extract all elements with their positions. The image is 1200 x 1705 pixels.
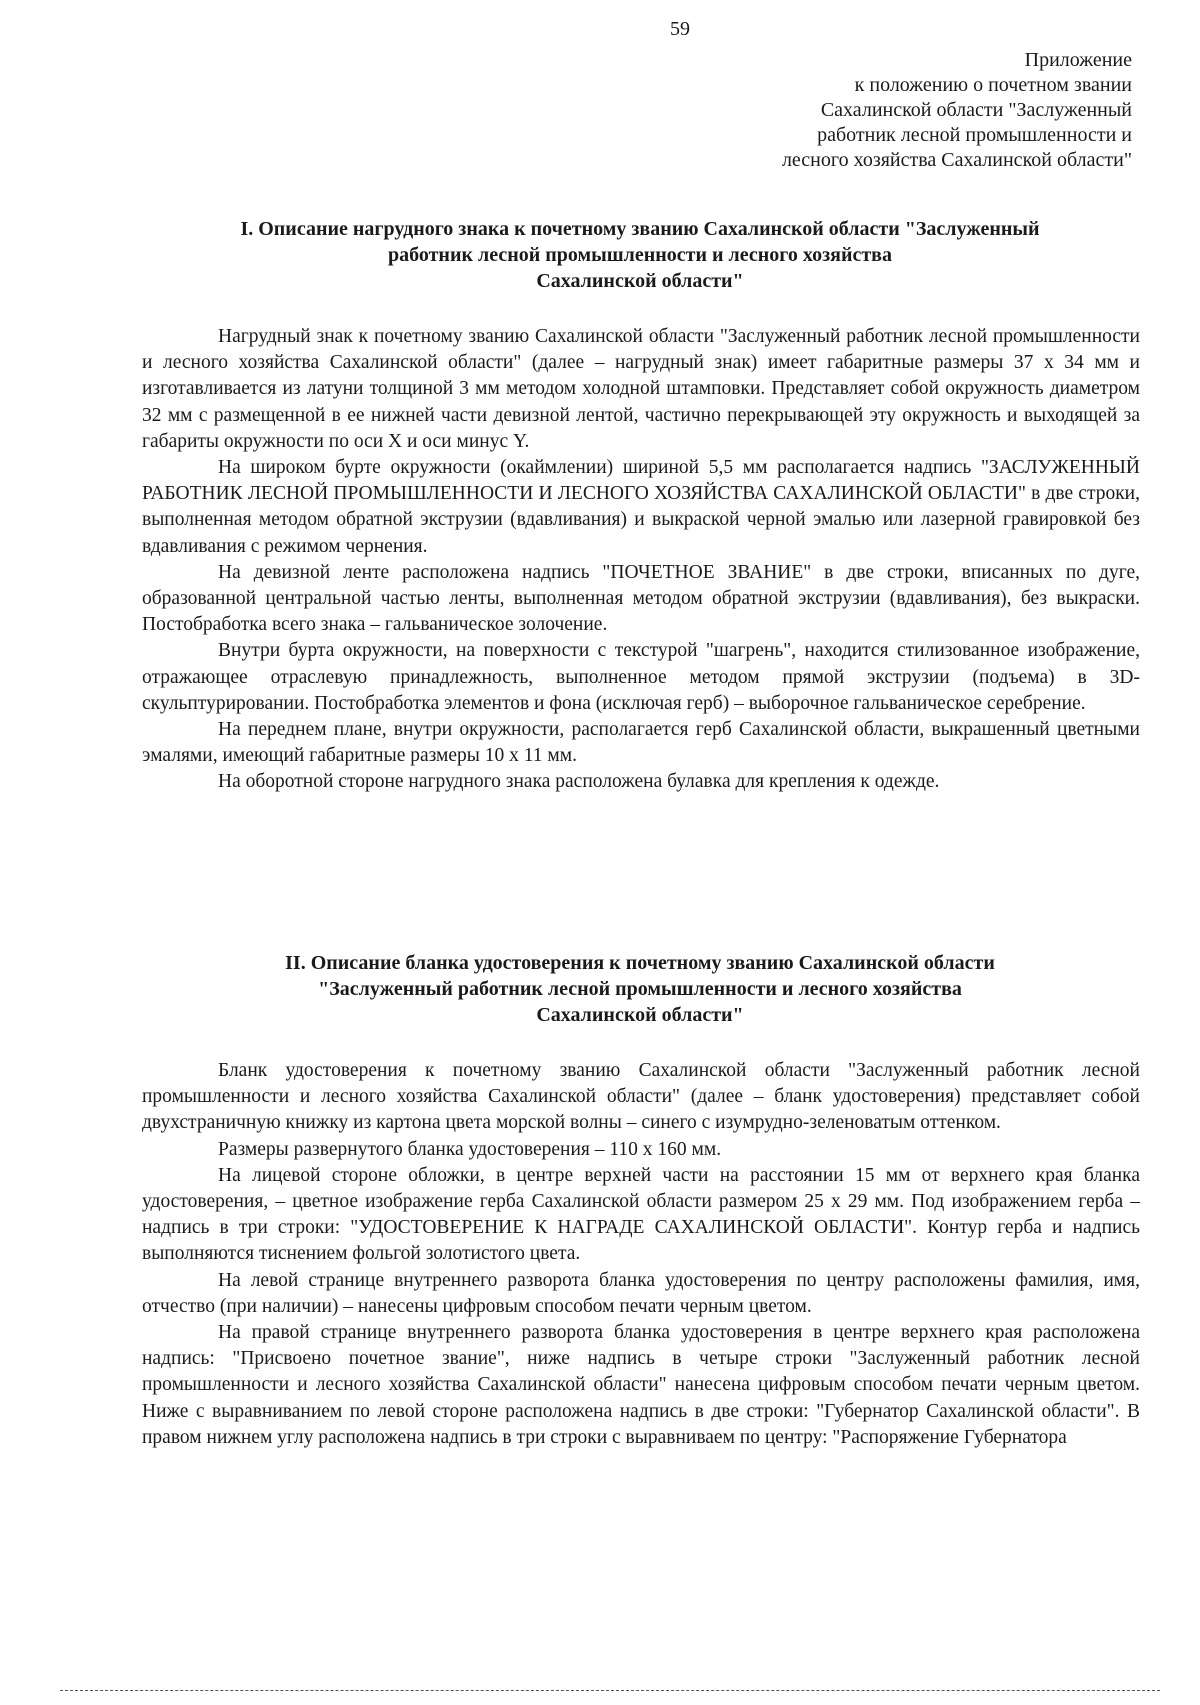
paragraph: На оборотной стороне нагрудного знака расположена булавка для крепления к одежде. bbox=[218, 771, 940, 793]
paragraph: На левой странице внутреннего разворота бланка удостоверения по центру расположены фамилия, имя, отчество (при наличии) – нанесены цифровым способом печати черным цветом. bbox=[142, 1269, 1140, 1317]
paragraph: На правой странице внутреннего разворота бланка удостоверения в центре верхнего края расположена надпись: "Присвоено почетное звание", ниже надпись в четыре строки "Заслуженный работник лесной промышленности и лесного хозяйства Сахалинской области" нанесена цифровым способом печати черным цветом. Ниже с выравниванием по левой стороне расположена надпись в две строки: "Губернатор Сахалинской области". В правом нижнем углу расположена надпись в три строки с выравниваем по центру: "Распоряжение Губернатора bbox=[142, 1322, 1140, 1448]
appendix-line: к положению о почетном звании bbox=[854, 74, 1132, 96]
heading-line: I. Описание нагрудного знака к почетному званию Сахалинской области "Заслуженный bbox=[240, 218, 1040, 240]
appendix-line: Сахалинской области "Заслуженный bbox=[820, 99, 1132, 121]
paragraph: На переднем плане, внутри окружности, располагается герб Сахалинской области, выкрашенный цветными эмалями, имеющий габаритные размеры 10 х 11 мм. bbox=[142, 719, 1140, 767]
paragraph: Нагрудный знак к почетному званию Сахалинской области "Заслуженный работник лесной промышленности и лесного хозяйства Сахалинской области" (далее – нагрудный знак) имеет габаритные размеры 37 х 34 мм и изготавливается из латуни толщиной 3 мм методом холодной штамповки. Представляет собой окружность диаметром 32 мм с размещенной в ее нижней части девизной лентой, частично перекрывающей эту окружность и выходящей за габариты окружности по оси X и оси минус Y. bbox=[142, 326, 1140, 452]
paragraph: Размеры развернутого бланка удостоверения – 110 х 160 мм. bbox=[218, 1138, 722, 1160]
appendix-line: лесного хозяйства Сахалинской области" bbox=[781, 149, 1132, 171]
heading-line: II. Описание бланка удостоверения к почетному званию Сахалинской области bbox=[285, 952, 995, 974]
appendix-line: Приложение bbox=[1024, 49, 1132, 71]
bottom-divider bbox=[60, 1690, 1160, 1691]
appendix-line: работник лесной промышленности и bbox=[817, 124, 1132, 146]
section-2-heading bbox=[140, 950, 1140, 1028]
section-2-body bbox=[142, 1058, 1140, 1451]
paragraph: На лицевой стороне обложки, в центре верхней части на расстоянии 15 мм от верхнего края бланка удостоверения, – цветное изображение герба Сахалинской области размером 25 х 29 мм. Под изображением герба – надпись в три строки: "УДОСТОВЕРЕНИЕ К НАГРАДЕ САХАЛИНСКОЙ ОБЛАСТИ". Контур герба и надпись выполняются тиснением фольгой золотистого цвета. bbox=[142, 1164, 1140, 1265]
paragraph: Внутри бурта окружности, на поверхности с текстурой "шагрень", находится стилизованное изображение, отражающее отраслевую принадлежность, выполненное методом прямой экструзии (подъема) в 3D-скульптурировании. Постобработка элементов и фона (исключая герб) – выборочное гальваническое серебрение. bbox=[142, 640, 1140, 714]
paragraph: Бланк удостоверения к почетному званию Сахалинской области "Заслуженный работник лесной промышленности и лесного хозяйства Сахалинской области" (далее – бланк удостоверения) представляет собой двухстраничную книжку из картона цвета морской волны – синего с изумрудно-зеленоватым оттенком. bbox=[142, 1060, 1140, 1134]
heading-line: Сахалинской области" bbox=[536, 1004, 744, 1026]
heading-line: работник лесной промышленности и лесного хозяйства bbox=[388, 244, 892, 266]
heading-line: "Заслуженный работник лесной промышленности и лесного хозяйства bbox=[318, 978, 962, 1000]
heading-line: Сахалинской области" bbox=[536, 270, 744, 292]
paragraph: На девизной ленте расположена надпись "ПОЧЕТНОЕ ЗВАНИЕ" в две строки, вписанных по дуге, образованной центральной частью ленты, выполненная методом обратной экструзии (вдавливания), без выкраски. Постобработка всего знака – гальваническое золочение. bbox=[142, 561, 1140, 636]
appendix-note bbox=[572, 48, 1132, 173]
section-1-heading bbox=[140, 216, 1140, 294]
paragraph: На широком бурте окружности (окаймлении) шириной 5,5 мм располагается надпись "ЗАСЛУЖЕННЫЙ РАБОТНИК ЛЕСНОЙ ПРОМЫШЛЕННОСТИ И ЛЕСНОГО ХОЗЯЙСТВА САХАЛИНСКОЙ ОБЛАСТИ" в две строки, выполненная методом обратной экструзии (вдавливания) и выкраской черной эмалью или лазерной гравировкой без вдавливания с режимом чернения. bbox=[142, 457, 1140, 557]
page-number: 59 bbox=[670, 18, 690, 40]
section-1-body bbox=[142, 324, 1140, 796]
